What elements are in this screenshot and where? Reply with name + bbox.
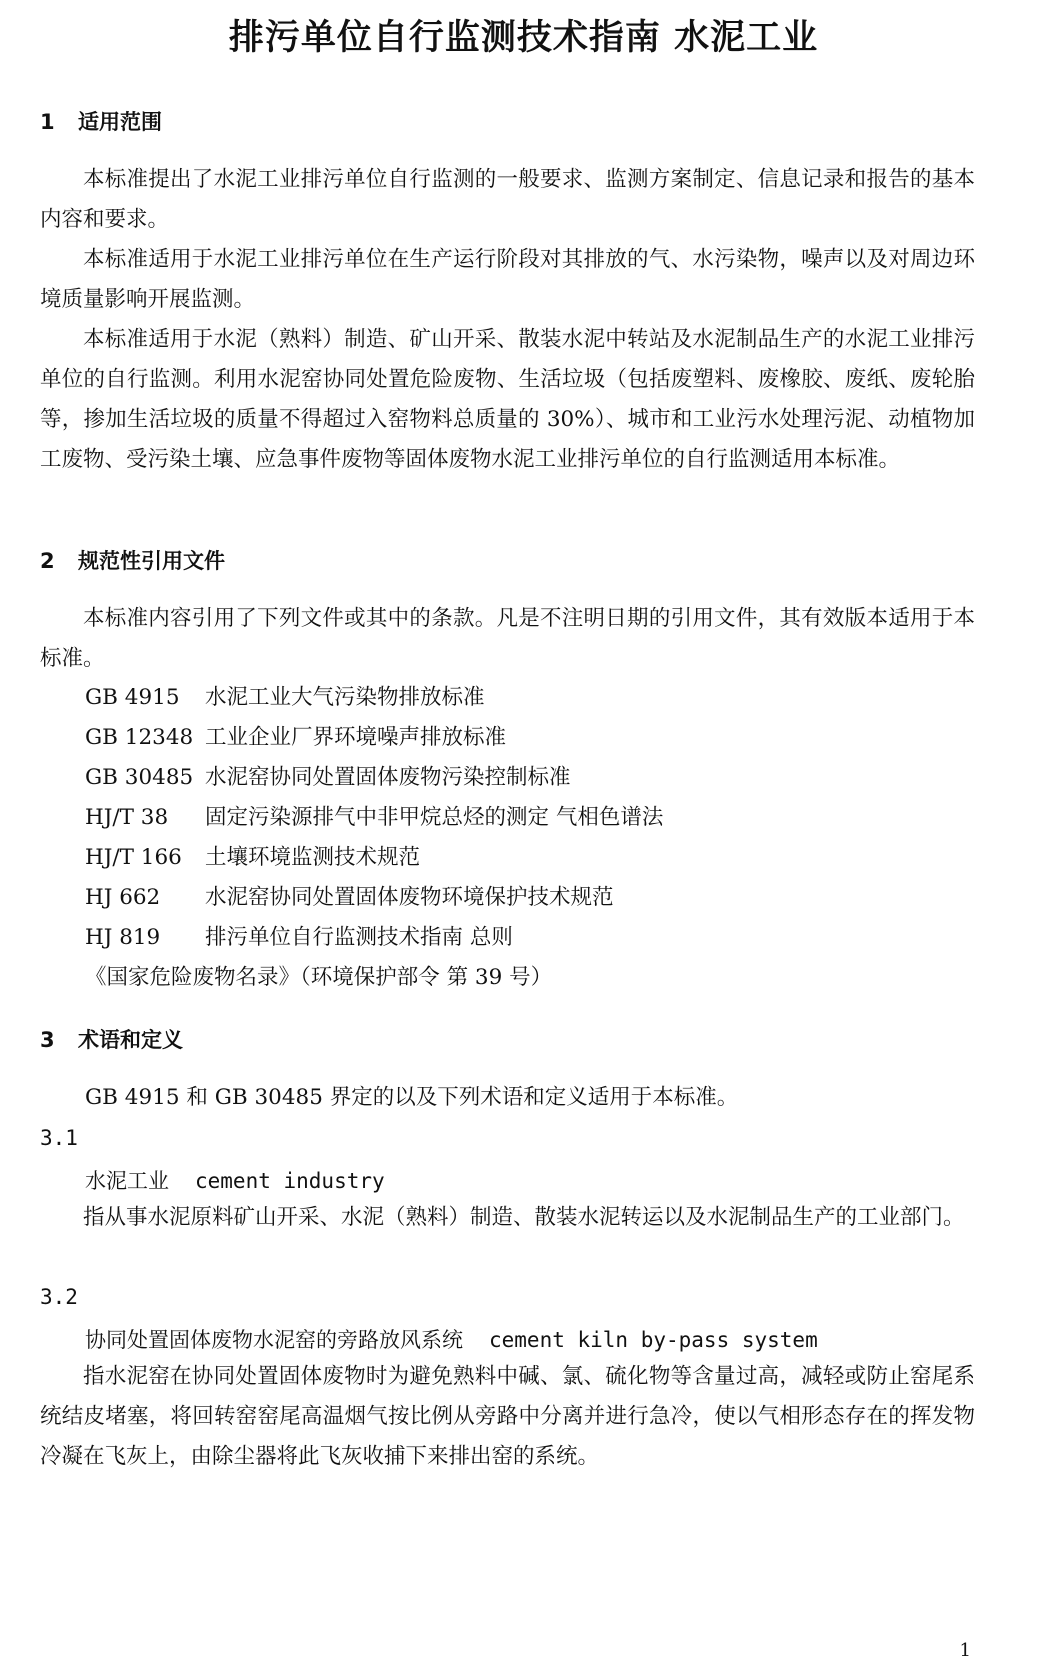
term-en: cement kiln by-pass system: [489, 1328, 818, 1352]
reference-item: [85, 918, 513, 958]
paragraph: 本标准提出了水泥工业排污单位自行监测的一般要求、监测方案制定、信息记录和报告的基本内容和要求。: [40, 167, 975, 232]
reference-title: 水泥窑协同处置固体废物环境保护技术规范: [205, 885, 614, 910]
section-title: 术语和定义: [78, 1028, 183, 1052]
reference-code: GB 30485: [85, 765, 194, 790]
section-number: 3: [40, 1028, 55, 1052]
reference-title: 土壤环境监测技术规范: [205, 845, 421, 870]
term-heading: [85, 1165, 385, 1195]
section-1-heading: [40, 106, 162, 136]
reference-item: [85, 838, 420, 878]
section-title: 适用范围: [78, 110, 162, 134]
term-en: cement industry: [195, 1169, 385, 1193]
paragraph: 本标准适用于水泥工业排污单位在生产运行阶段对其排放的气、水污染物，噪声以及对周边环境质量影响开展监测。: [40, 247, 975, 312]
term-zh: 水泥工业: [85, 1169, 169, 1193]
section-2-heading: [40, 545, 225, 575]
reference-item: [85, 878, 614, 918]
reference-item: [85, 758, 571, 798]
page-number: 1: [959, 1640, 971, 1661]
reference-title: 工业企业厂界环境噪声排放标准: [205, 725, 507, 750]
reference-catalog: 《国家危险废物名录》（环境保护部令 第 39 号）: [85, 965, 553, 990]
reference-title: 水泥窑协同处置固体废物污染控制标准: [205, 765, 571, 790]
term-number: 3.2: [40, 1285, 78, 1309]
reference-code: HJ/T 166: [85, 845, 182, 870]
paragraph: 本标准适用于水泥（熟料）制造、矿山开采、散装水泥中转站及水泥制品生产的水泥工业排污单位的自行监测。利用水泥窑协同处置危险废物、生活垃圾（包括废塑料、废橡胶、废纸、废轮胎等，掺加生活垃圾的质量不得超过入窑物料总质量的 30%）、城市和工业污水处理污泥、动植物加工废物、受污染土壤、应急事件废物等固体废物水泥工业排污单位的自行监测适用本标准。: [40, 327, 975, 472]
paragraph: 本标准内容引用了下列文件或其中的条款。凡是不注明日期的引用文件，其有效版本适用于本标准。: [40, 606, 975, 671]
term-definition: 指从事水泥原料矿山开采、水泥（熟料）制造、散装水泥转运以及水泥制品生产的工业部门。: [83, 1205, 965, 1230]
reference-title: 固定污染源排气中非甲烷总烃的测定 气相色谱法: [205, 805, 664, 830]
reference-item: [85, 678, 485, 718]
reference-item: [85, 798, 663, 838]
section-number: 1: [40, 110, 55, 134]
term-zh: 协同处置固体废物水泥窑的旁路放风系统: [85, 1328, 463, 1352]
term-heading: [85, 1324, 818, 1354]
section-title: 规范性引用文件: [78, 549, 225, 573]
term-definition: 指水泥窑在协同处置固体废物时为避免熟料中碱、氯、硫化物等含量过高，减轻或防止窑尾系统结皮堵塞，将回转窑窑尾高温烟气按比例从旁路中分离并进行急冷，使以气相形态存在的挥发物冷凝在飞灰上，由除尘器将此飞灰收捕下来排出窑的系统。: [40, 1364, 975, 1469]
reference-code: GB 12348: [85, 725, 194, 750]
reference-code: HJ 819: [85, 925, 161, 950]
paragraph: GB 4915 和 GB 30485 界定的以及下列术语和定义适用于本标准。: [85, 1085, 739, 1110]
document-title: 排污单位自行监测技术指南 水泥工业: [228, 18, 819, 58]
reference-code: GB 4915: [85, 685, 180, 710]
reference-title: 排污单位自行监测技术指南 总则: [205, 925, 513, 950]
section-number: 2: [40, 549, 55, 573]
term-number: 3.1: [40, 1126, 78, 1150]
reference-title: 水泥工业大气污染物排放标准: [205, 685, 485, 710]
reference-code: HJ 662: [85, 885, 161, 910]
reference-code: HJ/T 38: [85, 805, 169, 830]
section-3-heading: [40, 1024, 183, 1054]
reference-item: [85, 718, 506, 758]
